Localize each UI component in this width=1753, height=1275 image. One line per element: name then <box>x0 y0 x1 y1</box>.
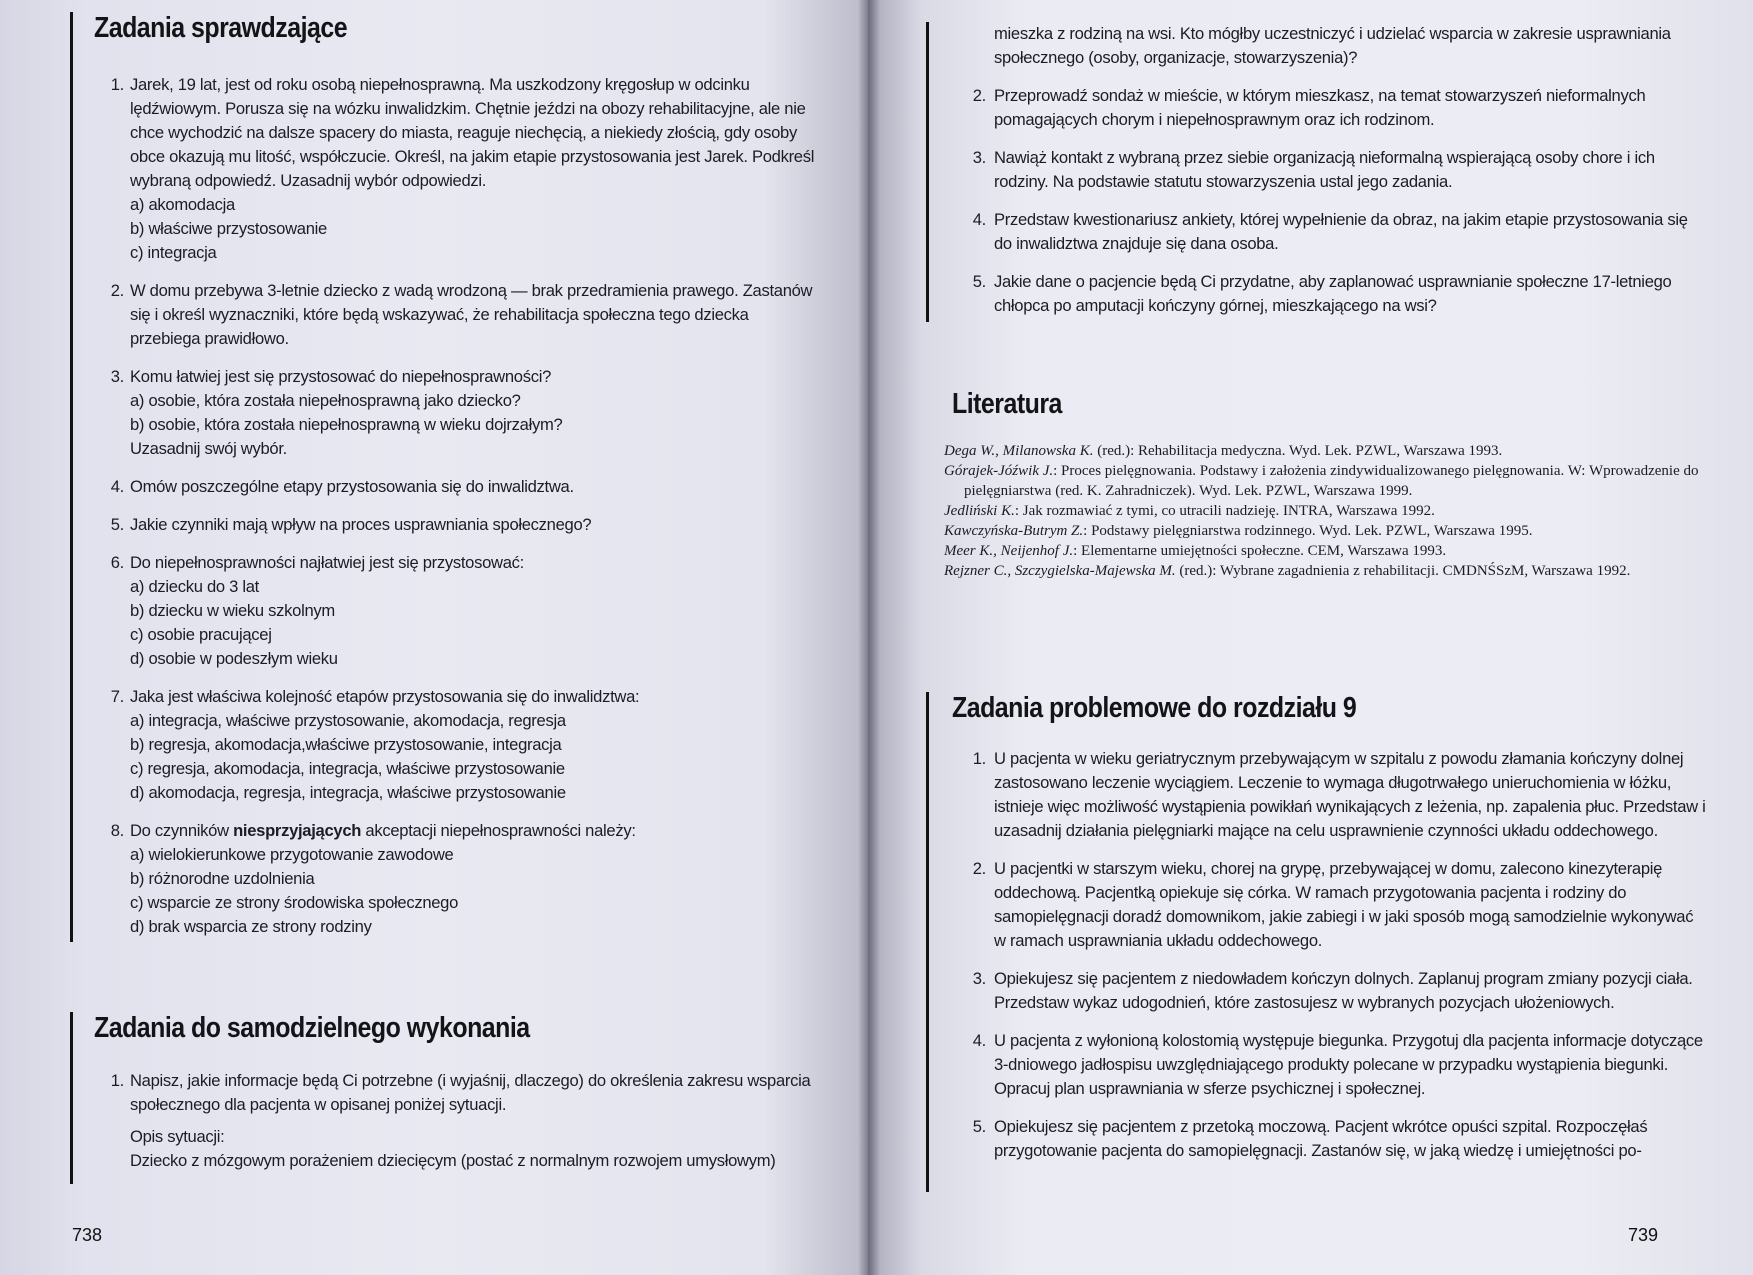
option: b) dziecku w wieku szkolnym <box>130 601 335 620</box>
bibliography-entry: Rejzner C., Szczygielska-Majewska M. (red.): Wybrane zagadnienia z rehabilitacji. CMDNŚSzM, Warszawa 1992. <box>944 563 1631 579</box>
bibliography-list <box>944 441 1712 581</box>
option: d) osobie w podeszłym wieku <box>130 649 338 668</box>
section-title: Zadania do samodzielnego wykonania <box>94 1012 530 1044</box>
question-1: 1. U pacjenta w wieku geriatrycznym przebywającym w szpitalu z powodu złamania kończyny dolnej zastosowano leczenie wyciągiem. Leczenie to wymaga długotrwałego unieruchomienia w łóżku, istnieje więc możliwość wystąpienia powikłań wynikających z leżenia, np. zapalenia płuc. Przedstaw i uzasadnij działania pielęgniarki mające na celu usprawnienie czynności układu oddechowego. <box>952 747 1706 843</box>
bibliography-entry: Dega W., Milanowska K. (red.): Rehabilitacja medyczna. Wyd. Lek. PZWL, Warszawa 1993. <box>944 443 1503 459</box>
situation-text: Dziecko z mózgowym porażeniem dziecięcym (postać z normalnym rozwojem umysłowym) <box>130 1151 776 1170</box>
option: b) regresja, akomodacja,właściwe przystosowanie, integracja <box>130 735 562 754</box>
question-1: 1. Jarek, 19 lat, jest od roku osobą niepełnosprawną. Ma uszkodzony kręgosłup w odcinku lędźwiowym. Porusza się na wózku inwalidzkim. Chętnie jeździ na obozy rehabilitacyjne, ale nie chce wychodzić na dalsze spacery do miasta, reaguje niechęcią, a niekiedy złością, gdy osoby obce okazują mu litość, współczucie. Określ, na jakim etapie przystosowania jest Jarek. Podkreśl wybraną odpowiedź. Uzasadnij wybór odpowiedzi. a) akomodacja b) właściwe przystosowanie c) integracja <box>94 73 815 265</box>
option: d) brak wsparcia ze strony rodziny <box>130 917 372 936</box>
section-title: Literatura <box>952 388 1062 420</box>
question-3: 3. Komu łatwiej jest się przystosować do niepełnosprawności? a) osobie, która została niepełnosprawną jako dziecko? b) osobie, która została niepełnosprawną w wieku dojrzałym? Uzasadnij swój wybór. <box>94 365 815 461</box>
bibliography-entry: Górajek-Jóźwik J.: Proces pielęgnowania. Podstawy i założenia zindywidualizowanego pielęgnowania. W: Wprowadzenie do pielęgniarstwa (red. K. Zahradniczek). Wyd. Lek. PZWL, Warszawa 1999. <box>944 463 1699 499</box>
option: a) osobie, która została niepełnosprawną jako dziecko? <box>130 391 521 410</box>
section-title: Zadania problemowe do rozdziału 9 <box>952 692 1357 724</box>
section-bar <box>926 22 929 322</box>
question-2: 2. W domu przebywa 3-letnie dziecko z wadą wrodzoną — brak przedramienia prawego. Zastanów się i określ wyznaczniki, które będą wskazywać, że rehabilitacja społeczna tego dziecka przebiega prawidłowo. <box>94 279 815 351</box>
question-text: Do niepełnosprawności najłatwiej jest się przystosować: <box>130 553 524 572</box>
option: b) różnorodne uzdolnienia <box>130 869 315 888</box>
option: c) regresja, akomodacja, integracja, właściwe przystosowanie <box>130 759 565 778</box>
question-text: Napisz, jakie informacje będą Ci potrzebne (i wyjaśnij, dlaczego) do określenia zakresu wsparcia społecznego dla pacjenta w opisanej poniżej sytuacji. <box>130 1071 811 1114</box>
option: c) osobie pracującej <box>130 625 272 644</box>
question-text: Opiekujesz się pacjentem z przetoką moczową. Pacjent wkrótce opuści szpital. Rozpoczęłaś przygotowanie pacjenta do samopielęgnacji. Zastanów się, w jaką wiedzę i umiejętności po- <box>994 1117 1648 1160</box>
question-5: 5. Opiekujesz się pacjentem z przetoką moczową. Pacjent wkrótce opuści szpital. Rozpoczęłaś przygotowanie pacjenta do samopielęgnacji. Zastanów się, w jaką wiedzę i umiejętności po- <box>952 1115 1706 1163</box>
bibliography-entry: Jedliński K.: Jak rozmawiać z tymi, co utracili nadzieję. INTRA, Warszawa 1992. <box>944 503 1435 519</box>
section-bar <box>70 1012 73 1184</box>
question-text: Opiekujesz się pacjentem z niedowładem kończyn dolnych. Zaplanuj program zmiany pozycji ciała. Przedstaw wykaz udogodnień, które zastosujesz w wybranych pozycjach ułożeniowych. <box>994 969 1693 1012</box>
question-text: Przeprowadź sondaż w mieście, w którym mieszkasz, na temat stowarzyszeń nieformalnych pomagających chorym i niepełnosprawnym oraz ich rodzinom. <box>994 86 1646 129</box>
option: a) dziecku do 3 lat <box>130 577 259 596</box>
situation-label: Opis sytuacji: <box>130 1127 225 1146</box>
question-text: Jaka jest właściwa kolejność etapów przystosowania się do inwalidztwa: <box>130 687 640 706</box>
bibliography-entry: Kawczyńska-Butrym Z.: Podstawy pielęgniarstwa rodzinnego. Wyd. Lek. PZWL, Warszawa 1995. <box>944 523 1533 539</box>
question-text: U pacjentki w starszym wieku, chorej na grypę, przebywającej w domu, zalecono kinezyterapię oddechową. Pacjentką opiekuje się córka. W ramach przygotowania pacjenta i rodziny do samopielęgnacji doradź domownikom, jakie zabiegi i w jaki sposób mogą samodzielnie wykonywać w ramach usprawniania układu oddechowego. <box>994 859 1694 950</box>
question-text: Jakie dane o pacjencie będą Ci przydatne, aby zaplanować usprawnianie społeczne 17-letniego chłopca po amputacji kończyny górnej, mieszkającego na wsi? <box>994 272 1672 315</box>
question-5: 5. Jakie czynniki mają wpływ na proces usprawniania społecznego? <box>94 513 815 537</box>
question-text: Przedstaw kwestionariusz ankiety, której wypełnienie da obraz, na jakim etapie przystosowania się do inwalidztwa znajduje się dana osoba. <box>994 210 1688 253</box>
question-8: 8. Do czynników niesprzyjających akceptacji niepełnosprawności należy: a) wielokierunkowe przygotowanie zawodowe b) różnorodne uzdolnienia c) wsparcie ze strony środowiska społecznego d) brak wsparcia ze strony rodziny <box>94 819 815 939</box>
option: c) integracja <box>130 243 217 262</box>
question-1-continued <box>952 22 1706 70</box>
question-7: 7. Jaka jest właściwa kolejność etapów przystosowania się do inwalidztwa: a) integracja, właściwe przystosowanie, akomodacja, regresja b) regresja, akomodacja,właściwe przystosowanie, integracja c) regresja, akomodacja, integracja, właściwe przystosowanie d) akomodacja, regresja, integracja, właściwe przystosowanie <box>94 685 815 805</box>
question-1: 1. Napisz, jakie informacje będą Ci potrzebne (i wyjaśnij, dlaczego) do określenia zakresu wsparcia społecznego dla pacjenta w opisanej poniżej sytuacji. Opis sytuacji: Dziecko z mózgowym porażeniem dziecięcym (postać z normalnym rozwojem umysłowym) <box>94 1069 815 1173</box>
emphasis: niesprzyjających <box>233 821 362 840</box>
section-title: Zadania sprawdzające <box>94 12 348 44</box>
question-text: Omów poszczególne etapy przystosowania się do inwalidztwa. <box>130 477 574 496</box>
continued-tasks <box>926 22 1706 322</box>
question-text: Komu łatwiej jest się przystosować do niepełnosprawności? <box>130 367 552 386</box>
page-number: 739 <box>1628 1225 1659 1245</box>
question-text: W domu przebywa 3-letnie dziecko z wadą wrodzoną — brak przedramienia prawego. Zastanów się i określ wyznaczniki, które będą wskazywać, że rehabilitacja społeczna tego dziecka przebiega prawidłowo. <box>130 281 813 348</box>
question-text: Jarek, 19 lat, jest od roku osobą niepełnosprawną. Ma uszkodzony kręgosłup w odcinku lędźwiowym. Porusza się na wózku inwalidzkim. Chętnie jeździ na obozy rehabilitacyjne, ale nie chce wychodzić na dalsze spacery do miasta, reaguje niechęcią, a niekiedy złością, gdy osoby obce okazują mu litość, współczucie. Określ, na jakim etapie przystosowania jest Jarek. Podkreśl wybraną odpowiedź. Uzasadnij wybór odpowiedzi. <box>130 75 815 190</box>
question-3: 3. Nawiąż kontakt z wybraną przez siebie organizacją nieformalną wspierającą osoby chore i ich rodziny. Na podstawie statutu stowarzyszenia ustal jego zadania. <box>952 146 1706 194</box>
question-4: 4. Przedstaw kwestionariusz ankiety, której wypełnienie da obraz, na jakim etapie przystosowania się do inwalidztwa znajduje się dana osoba. <box>952 208 1706 256</box>
option: a) wielokierunkowe przygotowanie zawodowe <box>130 845 454 864</box>
book-gutter-shadow <box>858 0 880 1275</box>
question-4: 4. U pacjenta z wyłonioną kolostomią występuje biegunka. Przygotuj dla pacjenta informacje dotyczące 3-dniowego jadłospisu uwzględniającego produkty polecane w przypadku wystąpienia biegunki. Opracuj plan usprawniania w sferze psychicznej i społecznej. <box>952 1029 1706 1101</box>
option: d) akomodacja, regresja, integracja, właściwe przystosowanie <box>130 783 566 802</box>
section-zadania-sprawdzajace <box>70 12 815 942</box>
question-4: 4. Omów poszczególne etapy przystosowania się do inwalidztwa. <box>94 475 815 499</box>
section-bar <box>70 12 73 942</box>
left-page <box>0 0 868 1275</box>
question-note: Uzasadnij swój wybór. <box>130 439 287 458</box>
right-page <box>868 0 1753 1275</box>
option: c) wsparcie ze strony środowiska społecznego <box>130 893 459 912</box>
question-text: Nawiąż kontakt z wybraną przez siebie organizacją nieformalną wspierającą osoby chore i ich rodziny. Na podstawie statutu stowarzyszenia ustal jego zadania. <box>994 148 1655 191</box>
question-text: U pacjenta w wieku geriatrycznym przebywającym w szpitalu z powodu złamania kończyny dolnej zastosowano leczenie wyciągiem. Leczenie to wymaga długotrwałego unieruchomienia w łóżku, istnieje więc możliwość wystąpienia powikłań wynikających z leżenia, np. zapalenia płuc. Przedstaw i uzasadnij działania pielęgniarki mające na celu usprawnienie czynności układu oddechowego. <box>994 749 1706 840</box>
question-5: 5. Jakie dane o pacjencie będą Ci przydatne, aby zaplanować usprawnianie społeczne 17-letniego chłopca po amputacji kończyny górnej, mieszkającego na wsi? <box>952 270 1706 318</box>
section-zadania-do-samodzielnego-wykonania <box>70 1012 815 1184</box>
option: b) osobie, która została niepełnosprawną w wieku dojrzałym? <box>130 415 563 434</box>
question-6: 6. Do niepełnosprawności najłatwiej jest się przystosować: a) dziecku do 3 lat b) dziecku w wieku szkolnym c) osobie pracującej d) osobie w podeszłym wieku <box>94 551 815 671</box>
question-text: U pacjenta z wyłonioną kolostomią występuje biegunka. Przygotuj dla pacjenta informacje dotyczące 3-dniowego jadłospisu uwzględniającego produkty polecane w przypadku wystąpienia biegunki. Opracuj plan usprawniania w sferze psychicznej i społecznej. <box>994 1031 1703 1098</box>
question-3: 3. Opiekujesz się pacjentem z niedowładem kończyn dolnych. Zaplanuj program zmiany pozycji ciała. Przedstaw wykaz udogodnień, które zastosujesz w wybranych pozycjach ułożeniowych. <box>952 967 1706 1015</box>
page-number: 738 <box>72 1225 103 1245</box>
question-2: 2. Przeprowadź sondaż w mieście, w którym mieszkasz, na temat stowarzyszeń nieformalnych pomagających chorym i niepełnosprawnym oraz ich rodzinom. <box>952 84 1706 132</box>
question-text: Jakie czynniki mają wpływ na proces usprawniania społecznego? <box>130 515 592 534</box>
option: b) właściwe przystosowanie <box>130 219 327 238</box>
option: a) integracja, właściwe przystosowanie, akomodacja, regresja <box>130 711 566 730</box>
section-zadania-problemowe <box>926 692 1706 1192</box>
question-text: Do czynników niesprzyjających akceptacji niepełnosprawności należy: <box>130 821 636 840</box>
section-bar <box>926 692 929 1192</box>
literature-section <box>944 388 1712 581</box>
question-2: 2. U pacjentki w starszym wieku, chorej na grypę, przebywającej w domu, zalecono kinezyterapię oddechową. Pacjentką opiekuje się córka. W ramach przygotowania pacjenta i rodziny do samopielęgnacji doradź domownikom, jakie zabiegi i w jaki sposób mogą samodzielnie wykonywać w ramach usprawniania układu oddechowego. <box>952 857 1706 953</box>
bibliography-entry: Meer K., Neijenhof J.: Elementarne umiejętności społeczne. CEM, Warszawa 1993. <box>944 543 1447 559</box>
option: a) akomodacja <box>130 195 235 214</box>
question-text: mieszka z rodziną na wsi. Kto mógłby uczestniczyć i udzielać wsparcia w zakresie usprawniania społecznego (osoby, organizacje, stowarzyszenia)? <box>994 24 1671 67</box>
